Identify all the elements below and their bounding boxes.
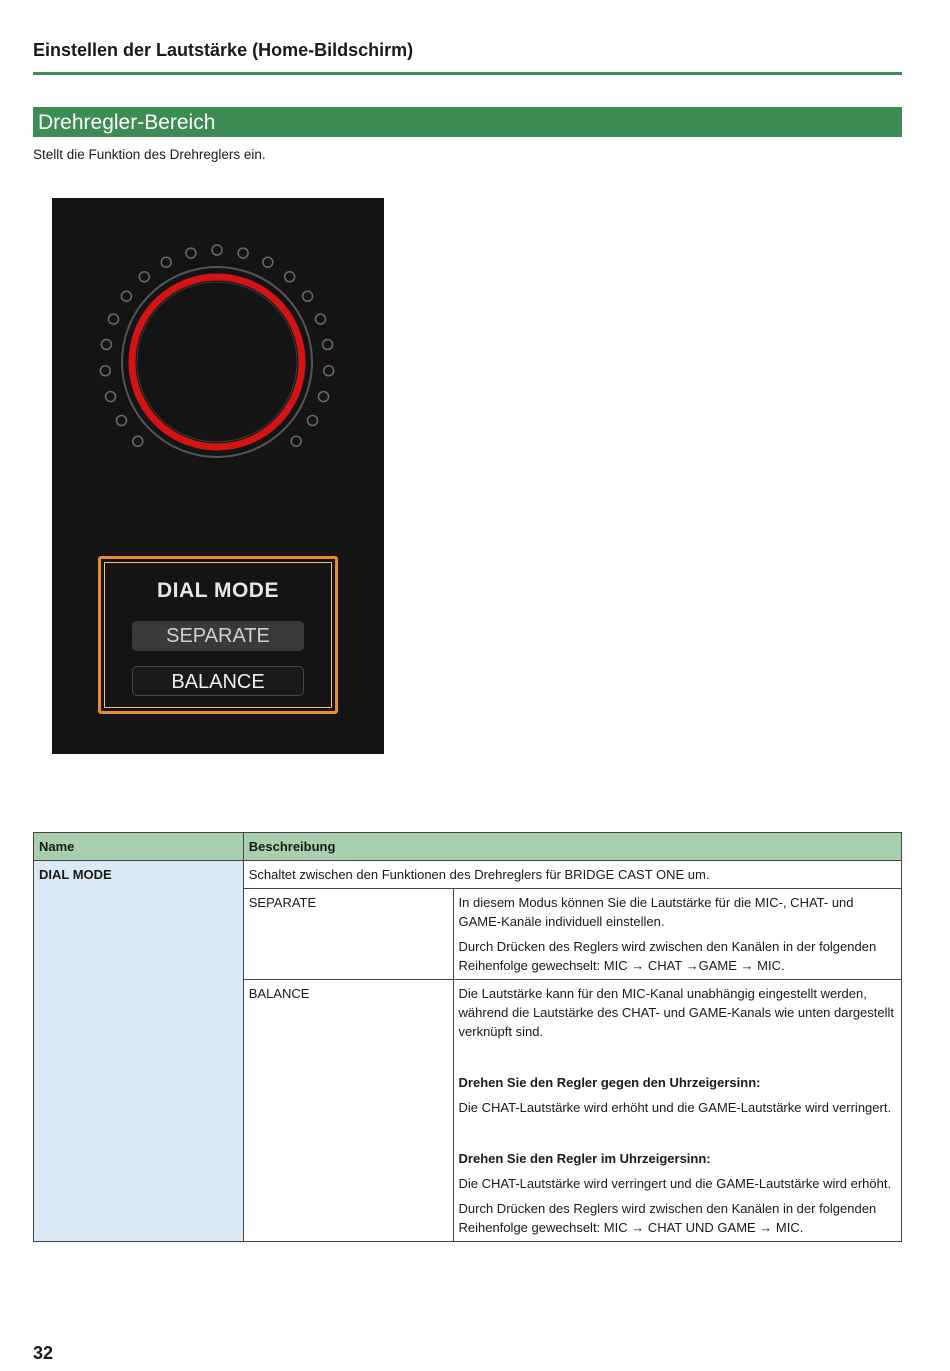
led-dot bbox=[308, 416, 318, 426]
balance-ccw-heading: Drehen Sie den Regler gegen den Uhrzeigersinn: bbox=[458, 1075, 761, 1090]
table-header-row bbox=[34, 833, 902, 861]
param-summary-cell: Schaltet zwischen den Funktionen des Drehreglers für BRIDGE CAST ONE um. bbox=[243, 861, 901, 889]
option-separate-desc bbox=[453, 889, 901, 980]
page-number: 32 bbox=[33, 1343, 54, 1363]
balance-ccw-text: Die CHAT-Lautstärke wird erhöht und die GAME-Lautstärke wird verringert. bbox=[458, 1100, 892, 1115]
led-dot bbox=[186, 248, 196, 258]
led-dot bbox=[212, 245, 222, 255]
led-dot bbox=[323, 340, 333, 350]
separate-button[interactable]: SEPARATE bbox=[132, 621, 304, 651]
led-dot bbox=[106, 392, 116, 402]
led-dot bbox=[101, 340, 111, 350]
balance-button[interactable]: BALANCE bbox=[132, 666, 304, 696]
section-title: Drehregler-Bereich bbox=[33, 107, 902, 137]
option-balance-cell: BALANCE bbox=[243, 980, 453, 1242]
led-dot bbox=[303, 291, 313, 301]
led-dot bbox=[161, 257, 171, 267]
section-intro: Stellt die Funktion des Drehreglers ein. bbox=[33, 147, 266, 162]
led-dot bbox=[263, 257, 273, 267]
led-dot bbox=[316, 314, 326, 324]
led-dot bbox=[139, 272, 149, 282]
led-dot bbox=[121, 291, 131, 301]
balance-cw-text: Die CHAT-Lautstärke wird verringert und die GAME-Lautstärke wird erhöht. bbox=[458, 1176, 892, 1191]
led-dot bbox=[319, 392, 329, 402]
param-name-cell: DIAL MODE bbox=[34, 861, 244, 1242]
separate-desc-p1: In diesem Modus können Sie die Lautstärke für die MIC-, CHAT- und GAME-Kanäle individuell einstellen. bbox=[458, 895, 854, 929]
dial-red-ring bbox=[132, 277, 302, 447]
dial-mode-title: DIAL MODE bbox=[157, 579, 279, 602]
header-description: Beschreibung bbox=[243, 833, 901, 861]
led-dot bbox=[109, 314, 119, 324]
led-dot bbox=[324, 366, 334, 376]
table-row bbox=[34, 861, 902, 889]
option-balance-desc bbox=[453, 980, 901, 1242]
page-header-title: Einstellen der Lautstärke (Home-Bildschirm) bbox=[33, 40, 414, 60]
led-dot bbox=[133, 436, 143, 446]
separate-desc-p2: Durch Drücken des Reglers wird zwischen den Kanälen in der folgenden Reihenfolge gewechselt: MIC → CHAT →GAME → MIC. bbox=[458, 939, 877, 973]
led-dot bbox=[117, 416, 127, 426]
led-dot bbox=[285, 272, 295, 282]
led-dot bbox=[291, 436, 301, 446]
led-dot bbox=[238, 248, 248, 258]
description-table bbox=[33, 832, 902, 1242]
option-separate-cell: SEPARATE bbox=[243, 889, 453, 980]
balance-cw-heading: Drehen Sie den Regler im Uhrzeigersinn: bbox=[458, 1151, 711, 1166]
balance-desc-last: Durch Drücken des Reglers wird zwischen den Kanälen in der folgenden Reihenfolge gewechselt: MIC → CHAT UND GAME → MIC. bbox=[458, 1201, 877, 1235]
header-name: Name bbox=[34, 833, 244, 861]
led-dot bbox=[100, 366, 110, 376]
balance-desc-p1: Die Lautstärke kann für den MIC-Kanal unabhängig eingestellt werden, während die Lautstärke des CHAT- und GAME-Kanals wie unten dargestellt verknüpft sind. bbox=[458, 986, 895, 1039]
dial-screenshot-panel bbox=[52, 198, 384, 754]
dial-mode-highlight-box bbox=[98, 556, 338, 714]
header-divider bbox=[33, 72, 902, 75]
